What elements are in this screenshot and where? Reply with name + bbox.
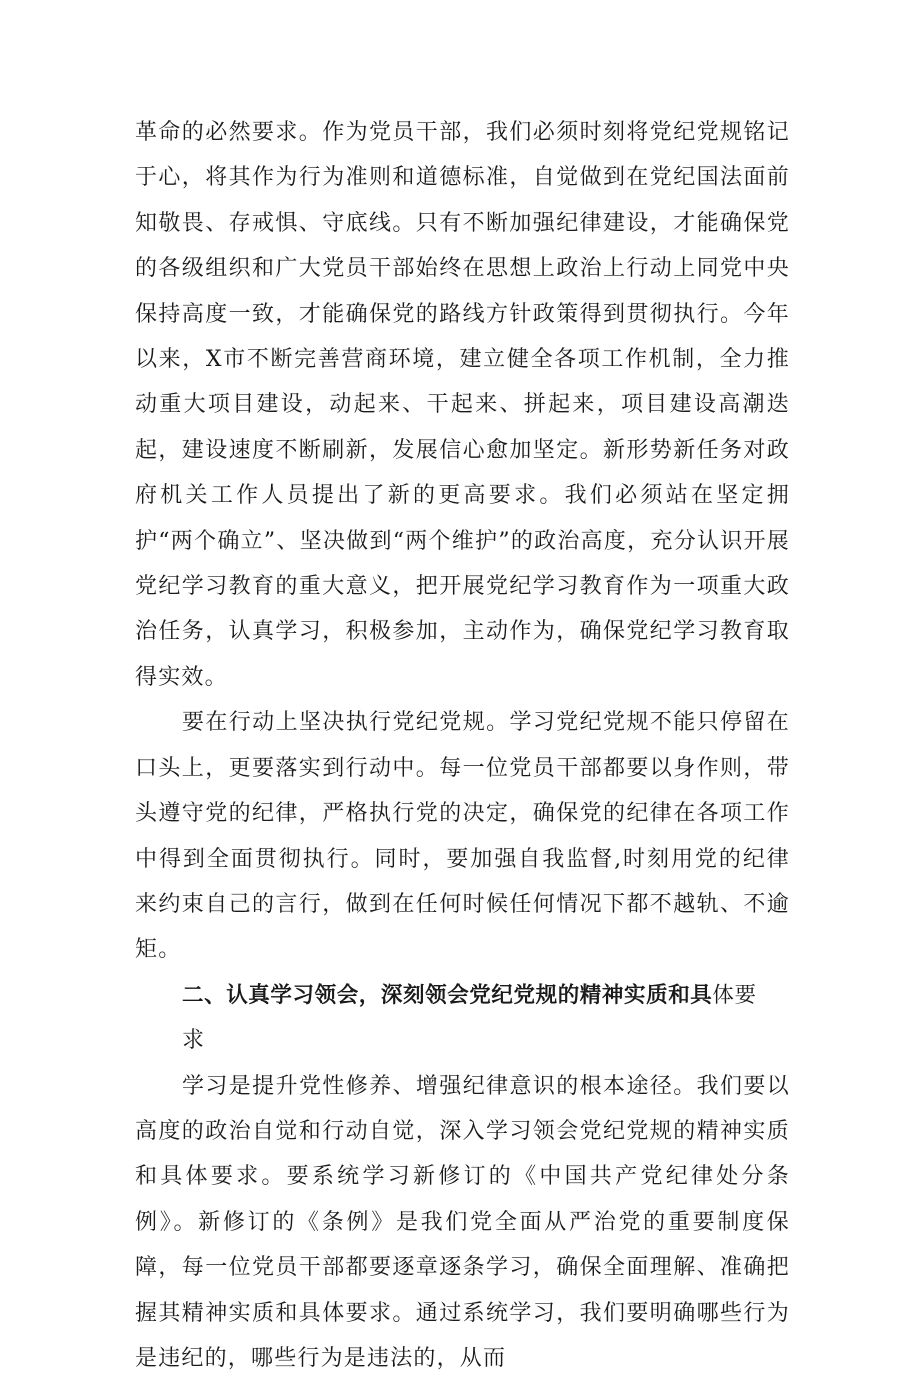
document-body xyxy=(135,110,790,1381)
paragraph-continued: 革命的必然要求。作为党员干部，我们必须时刻将党纪党规铭记于心，将其作为行为准则和道德标准，自觉做到在党纪国法面前知敬畏、存戒惧、守底线。只有不断加强纪律建设，才能确保党的各级组织和广大党员干部始终在思想上政治上行动上同党中央保持高度一致，才能确保党的路线方针政策得到贯彻执行。今年以来，X市不断完善营商环境，建立健全各项工作机制，全力推动重大项目建设，动起来、干起来、拼起来，项目建设高潮迭起，建设速度不断刷新，发展信心愈加坚定。新形势新任务对政府机关工作人员提出了新的更高要求。我们必须站在坚定拥护“两个确立”、坚决做到“两个维护”的政治高度，充分认识开展党纪学习教育的重大意义，把开展党纪学习教育作为一项重大政治任务，认真学习，积极参加，主动作为，确保党纪学习教育取得实效。 xyxy=(135,120,790,690)
paragraph-execute-discipline: 要在行动上坚决执行党纪党规。学习党纪党规不能只停留在口头上，更要落实到行动中。每一位党员干部都要以身作则，带头遵守党的纪律，严格执行党的决定，确保党的纪律在各项工作中得到全面贯彻执行。同时，要加强自我监督,时刻用党的纪律来约束自己的言行，做到在任何时候任何情况下都不越轨、不逾矩。 xyxy=(135,710,790,963)
paragraph-study: 学习是提升党性修养、增强纪律意识的根本途径。我们要以高度的政治自觉和行动自觉，深入学习领会党纪党规的精神实质和具体要求。要系统学习新修订的《中国共产党纪律处分条例》。新修订的《条例》是我们党全面从严治党的重要制度保障，每一位党员干部都要逐章逐条学习，确保全面理解、准确把握其精神实质和具体要求。通过系统学习，我们要明确哪些行为是违纪的，哪些行为是违法的，从而 xyxy=(135,1073,790,1371)
section-heading-bold: 二、认真学习领会，深刻领会党纪党规的精神实质和具 xyxy=(182,982,713,1008)
section-heading xyxy=(135,973,790,1018)
section-heading-tail: 体要 xyxy=(712,982,757,1008)
section-heading-continuation: 求 xyxy=(182,1028,206,1054)
